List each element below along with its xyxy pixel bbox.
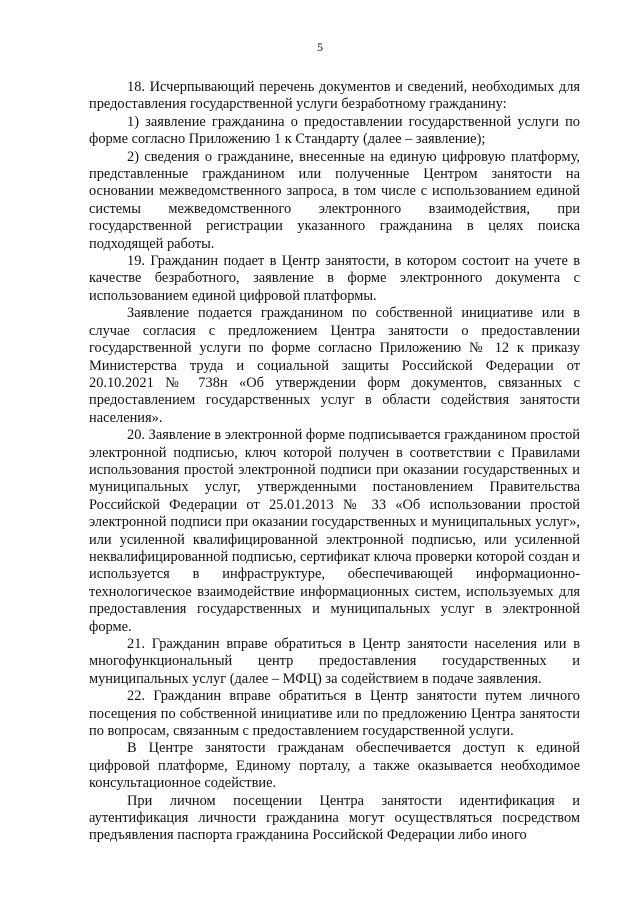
page-number: 5 (317, 40, 323, 54)
paragraph-19: 19. Гражданин подает в Центр занятости, в котором состоит на учете в качестве безработного, заявление в форме электронного документа с использованием единой цифровой платформы. (89, 253, 580, 304)
paragraph-22: 22. Гражданин вправе обратиться в Центр занятости путем личного посещения по собственной инициативе или по предложению Центра занятости по вопросам, связанным с предоставлением государственной услуги. (89, 688, 580, 740)
paragraph-18-item-1: 1) заявление гражданина о предоставлении государственной услуги по форме согласно Приложению 1 к Стандарту (далее – заявление); (89, 113, 580, 148)
paragraph-20: 20. Заявление в электронной форме подписывается гражданином простой электронной подписью, ключ которой получен в соответствии с Правилами использования простой электронной подписи при оказании государственных и муниципальных услуг, утвержденными постановлением Правительства Российской Федерации от 25.01.2013 № 33 «Об использовании простой электронной подписи при оказании государственных и муниципальных услуг», или усиленной квалифицированной электронной подписью, или усиленной неквалифицированной подписью, сертификат ключа проверки которой создан и используется в инфраструктуре, обеспечивающей информационно-технологическое взаимодействие информационных систем, используемых для предоставления государственных и муниципальных услуг в электронной форме. (89, 427, 580, 635)
paragraph-18: 18. Исчерпывающий перечень документов и сведений, необходимых для предоставления государственной услуги безработному гражданину: (89, 79, 580, 113)
paragraph-22-access: В Центре занятости гражданам обеспечивается доступ к единой цифровой платформе, Единому порталу, а также оказывается необходимое консультационное содействие. (89, 740, 580, 792)
paragraph-21: 21. Гражданин вправе обратиться в Центр занятости населения или в многофункциональный центр предоставления государственных и муниципальных услуг (далее – МФЦ) за содействием в подаче заявления. (89, 636, 580, 687)
paragraph-18-item-2: 2) сведения о гражданине, внесенные на единую цифровую платформу, представленные гражданином или полученные Центром занятости на основании межведомственного запроса, в том числе с использованием единой системы межведомственного электронного взаимодействия, при государственной регистрации указанного гражданина в целях поиска подходящей работы. (89, 148, 580, 252)
document-body (89, 79, 580, 845)
paragraph-19-continuation: Заявление подается гражданином по собственной инициативе или в случае согласия с предложением Центра занятости о предоставлении государственной услуги по форме согласно Приложению № 12 к приказу Министерства труда и социальной защиты Российской Федерации от 20.10.2021 № 738н «Об утверждении форм документов, связанных с предоставлением государственных услуг в области содействия занятости населения». (89, 305, 580, 426)
paragraph-22-identification: При личном посещении Центра занятости идентификация и аутентификация личности гражданина могут осуществляться посредством предъявления паспорта гражданина Российской Федерации либо иного (89, 792, 580, 844)
